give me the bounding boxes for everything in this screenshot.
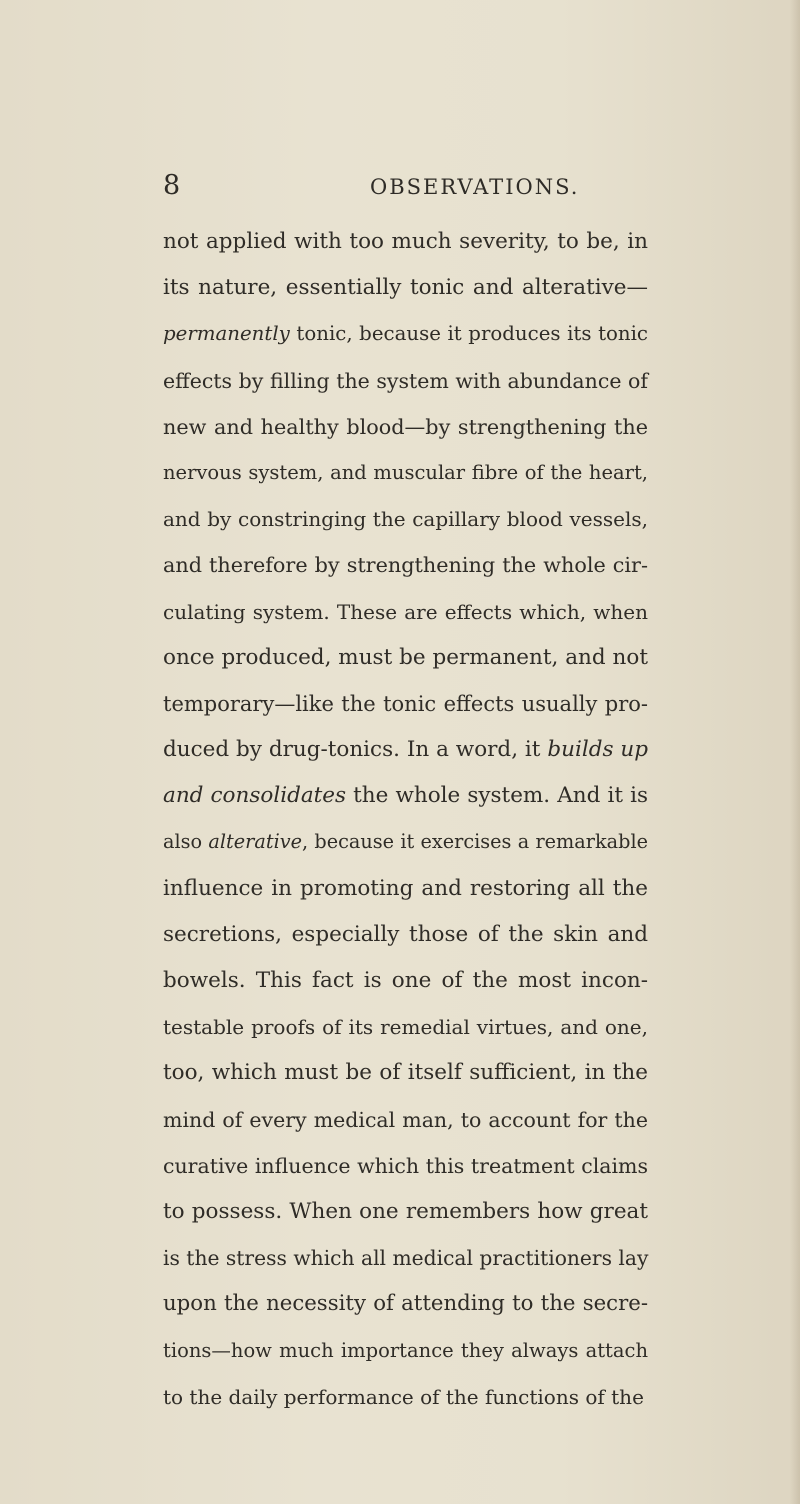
running-head — [163, 170, 648, 202]
italic-phrase: builds up — [547, 737, 648, 763]
text-run: upon the necessity of attending to the secre- — [163, 1291, 648, 1317]
running-title: OBSERVATIONS. — [370, 175, 580, 199]
italic-phrase: alterative — [208, 830, 302, 854]
text-run: to possess. When one remembers how great — [163, 1198, 648, 1224]
text-run: not applied with too much severity, to be, in — [163, 229, 648, 254]
text-run: secretions, especially those of the skin and — [163, 921, 648, 947]
text-run: once produced, must be permanent, and not — [163, 644, 648, 670]
text-run: influence in promoting and restoring all the — [163, 875, 648, 901]
text-line — [163, 542, 648, 588]
text-line — [163, 496, 648, 542]
text-line — [163, 1328, 648, 1374]
text-line — [163, 727, 648, 773]
text-line — [163, 1143, 648, 1189]
page-number: 8 — [163, 170, 181, 201]
italic-phrase: and consolidates — [163, 783, 347, 809]
text-line — [163, 1050, 648, 1096]
text-line — [163, 1189, 648, 1235]
text-line — [163, 912, 648, 958]
text-line — [163, 635, 648, 681]
text-line — [163, 1004, 648, 1050]
body-text — [163, 219, 648, 1420]
text-run: to the daily performance of the functions of the — [163, 1384, 644, 1409]
text-run: and by constringing the capillary blood vessels, — [163, 507, 648, 532]
text-line — [163, 589, 648, 635]
text-run: temporary—like the tonic effects usually pro- — [163, 691, 648, 716]
text-line — [163, 450, 648, 496]
text-line — [163, 1235, 648, 1281]
text-run: and therefore by strengthening the whole cir- — [163, 553, 648, 578]
text-run: the whole system. And it is — [346, 783, 648, 809]
text-line — [163, 1281, 648, 1327]
text-line — [163, 773, 648, 819]
text-run: bowels. This fact is one of the most incon- — [163, 968, 648, 993]
text-line — [163, 219, 648, 265]
text-run: curative influence which this treatment claims — [163, 1153, 648, 1178]
text-run: duced by drug-tonics. In a word, it — [163, 737, 548, 763]
page-edge-shadow — [790, 0, 800, 1504]
text-line — [163, 1374, 648, 1420]
text-run: new and healthy blood—by strengthening the — [163, 414, 648, 439]
text-run: tions—how much importance they always attach — [163, 1338, 648, 1362]
text-line — [163, 1097, 648, 1143]
text-line — [163, 958, 648, 1004]
text-run: mind of every medical man, to account for the — [163, 1107, 648, 1132]
text-line — [163, 265, 648, 311]
text-run: also — [163, 830, 209, 854]
text-run: testable proofs of its remedial virtues, and one, — [163, 1015, 648, 1040]
text-run: is the stress which all medical practitioners lay — [163, 1246, 649, 1271]
text-line — [163, 358, 648, 404]
text-line — [163, 866, 648, 912]
text-line — [163, 681, 648, 727]
text-run: nervous system, and muscular fibre of the heart, — [163, 460, 648, 484]
text-run: culating system. These are effects which, when — [163, 599, 648, 624]
text-line — [163, 404, 648, 450]
text-line — [163, 311, 648, 357]
text-run: too, which must be of itself sufficient, in the — [163, 1060, 648, 1086]
italic-phrase: permanently — [163, 322, 290, 346]
text-run: tonic, because it produces its tonic — [289, 322, 648, 346]
text-run: its nature, essentially tonic and alterative— — [163, 275, 648, 301]
text-run: effects by filling the system with abundance of — [163, 368, 648, 393]
text-line — [163, 819, 648, 865]
text-run: , because it exercises a remarkable — [302, 830, 648, 854]
